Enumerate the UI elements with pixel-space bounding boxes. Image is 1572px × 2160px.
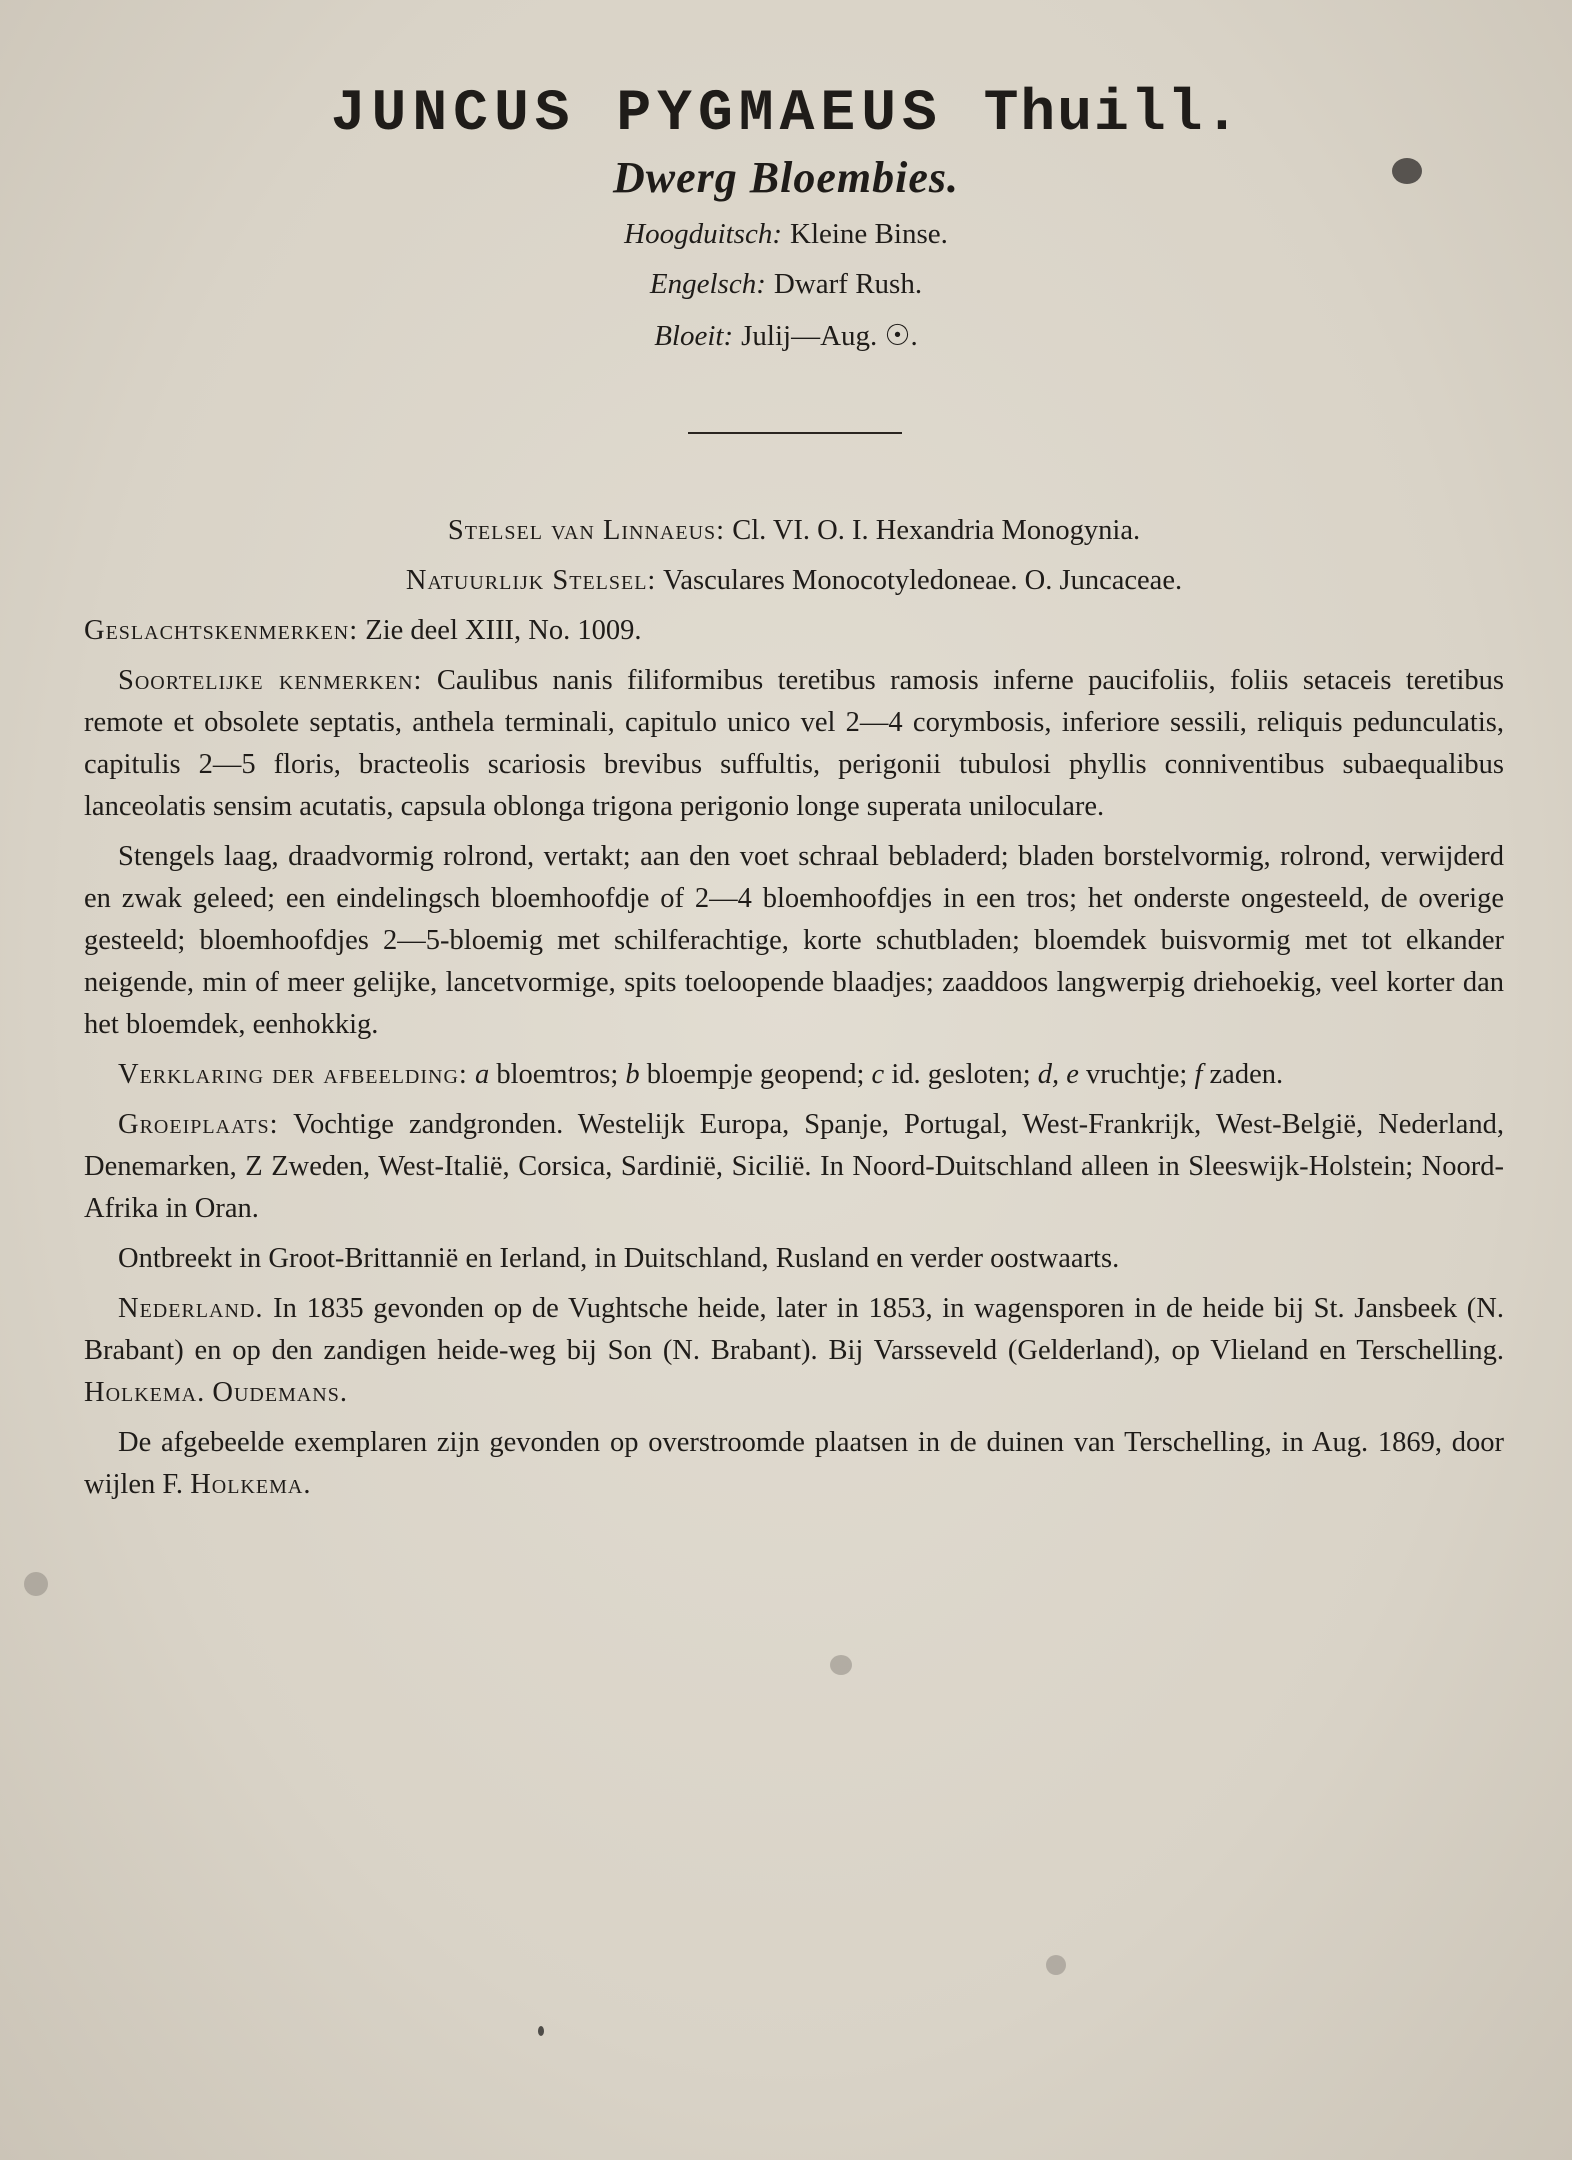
figure-letter: a <box>474 1059 490 1090</box>
flowering-period <box>0 318 1572 353</box>
collector-name: Oudemans. <box>212 1377 348 1408</box>
section-label: Natuurlijk Stelsel: <box>405 565 657 596</box>
paper-spot <box>538 2026 544 2036</box>
section-label: Nederland. <box>118 1293 264 1324</box>
flowering-label: Bloeit: <box>654 320 734 352</box>
section-label: Geslachtskenmerken: <box>84 615 359 646</box>
section-label: Stelsel van Linnaeus: <box>447 515 726 546</box>
section-text: Vochtige zandgronden. Westelijk Europa, Spanje, Portugal, West-Frankrijk, West-België, Nederland, Denemarken, Z Zweden, West-Italië, Corsica, Sardinië, Sicilië. In Noord-Duitschland alleen in Sleeswijk-Holstein; Noord-Afrika in Oran. <box>84 1109 1504 1224</box>
description-body <box>84 510 1504 1514</box>
german-label: Hoogduitsch: <box>624 218 782 250</box>
figure-text: bloemtros; <box>489 1059 626 1090</box>
paper-spot <box>830 1655 852 1675</box>
species-name: JUNCUS PYGMAEUS <box>330 82 943 147</box>
illustrated-specimens <box>84 1422 1504 1506</box>
collector-name: Holkema. <box>190 1469 312 1500</box>
figure-text: vruchtje; <box>1078 1059 1195 1090</box>
english-name <box>0 268 1572 301</box>
figure-letter: c <box>871 1059 885 1090</box>
linnaeus-system <box>84 510 1504 552</box>
paper-spot <box>1046 1955 1066 1975</box>
genus-characters <box>84 610 1504 652</box>
paper-spot <box>24 1572 48 1596</box>
section-label: Soortelijke kenmerken: <box>118 665 423 696</box>
species-characters <box>84 660 1504 828</box>
flowering-value: Julij—Aug. ☉. <box>741 320 918 352</box>
figure-letter: d, e <box>1037 1059 1079 1090</box>
collector-name: Holkema. <box>84 1377 206 1408</box>
figure-text: zaden. <box>1202 1059 1284 1090</box>
section-label: Groeiplaats: <box>118 1109 279 1140</box>
german-value: Kleine Binse. <box>790 218 948 250</box>
figure-explanation <box>84 1054 1504 1096</box>
section-text: Cl. VI. O. I. Hexandria Monogynia. <box>732 515 1141 546</box>
absence-note: Ontbreekt in Groot-Brittannië en Ierland, in Duitschland, Rusland en verder oostwaarts. <box>118 1243 1120 1274</box>
english-value: Dwarf Rush. <box>773 268 923 300</box>
description-dutch: Stengels laag, draadvormig rolrond, vertakt; aan den voet schraal bebladerd; bladen borstelvormig, rolrond, verwijderd en zwak geleed; een eindelingsch bloemhoofdje of 2—4 bloemhoofdjes in een tros; het onderste ongesteeld, de overige gesteeld; bloemhoofdjes 2—5-bloemig met schilferachtige, korte schutbladen; bloemdek buisvormig met tot elkander neigende, min of meer gelijke, lancetvormige, spits toeloopende blaadjes; zaaddoos langwerpig driehoekig, veel korter dan het bloemdek, eenhokkig. <box>84 841 1504 1040</box>
species-author: Thuill. <box>983 82 1242 147</box>
dutch-name: Dwerg Bloembies. <box>613 153 959 202</box>
netherlands-records <box>84 1288 1504 1414</box>
natural-system <box>84 560 1504 602</box>
section-label: Verklaring der afbeelding: <box>118 1059 468 1090</box>
section-text: De afgebeelde exemplaren zijn gevonden op overstroomde plaatsen in de duinen van Terschelling, in Aug. 1869, door wijlen F. <box>84 1427 1504 1500</box>
english-label: Engelsch: <box>649 268 766 300</box>
figure-letter: f <box>1194 1059 1203 1090</box>
figure-text: id. gesloten; <box>884 1059 1038 1090</box>
habitat <box>84 1104 1504 1230</box>
section-text: Zie deel XIII, No. 1009. <box>365 615 642 646</box>
figure-text: bloempje geopend; <box>639 1059 872 1090</box>
section-text: Caulibus nanis filiformibus teretibus ramosis inferne paucifoliis, foliis setaceis teretibus remote et obsolete septatis, anthela terminali, capitulo unico vel 2—4 corymbosis, inferiore sessili, reliquis pedunculatis, capitulis 2—5 floris, bracteolis scariosis brevibus suffultis, perigonii tubulosi phyllis conniventibus subaequalibus lanceolatis sensim acutatis, capsula oblonga trigona perigonio longe superata uniloculare. <box>84 665 1505 822</box>
section-text: In 1835 gevonden op de Vughtsche heide, later in 1853, in wagensporen in de heide bij St. Jansbeek (N. Brabant) en op den zandigen heide-weg bij Son (N. Brabant). Bij Varsseveld (Gelderland), op Vlieland en Terschelling. <box>84 1293 1504 1366</box>
page-title <box>0 82 1572 147</box>
german-name <box>0 218 1572 251</box>
figure-letter: b <box>625 1059 640 1090</box>
section-text: Vasculares Monocotyledoneae. O. Juncaceae. <box>662 565 1183 596</box>
divider-rule <box>688 432 902 434</box>
